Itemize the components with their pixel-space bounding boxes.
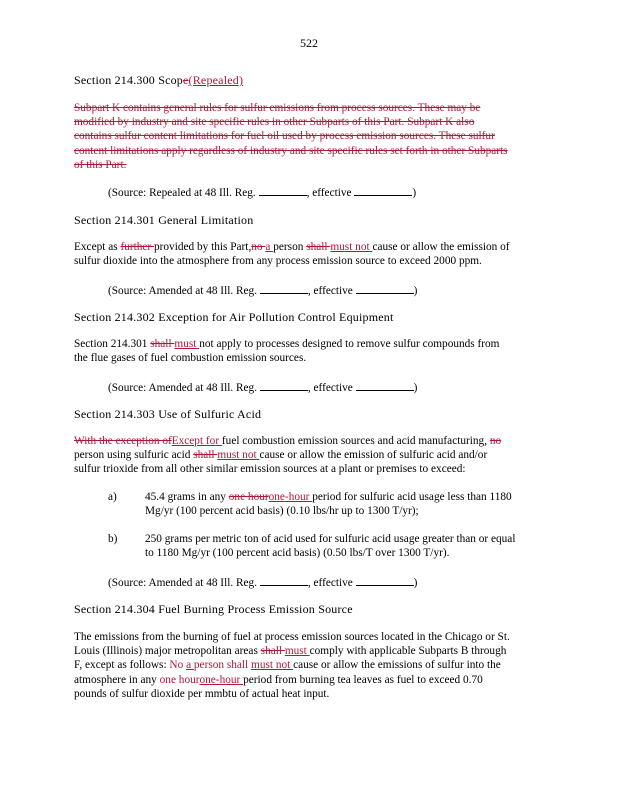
section-303-heading: Section 214.303 Use of Sulfuric Acid [74,407,262,421]
blank-line [356,283,414,294]
page-number: 522 [300,36,318,50]
section-302-heading: Section 214.302 Exception for Air Pollution Control Equipment [74,310,394,324]
inserted-text: must not [251,659,294,672]
changed-text: one hour [159,673,200,686]
text-run: fuel combustion emission sources and acid manufacturing, [221,435,490,447]
section-301-body [74,240,544,268]
inserted-text: must not [217,449,260,462]
item-a-line-2: Mg/yr (100 percent acid basis) (0.10 lbs/hr up to 1300 T/yr); [145,505,419,518]
section-300-heading-deleted: e [183,73,189,87]
section-304-line-1: The emissions from the burning of fuel at process emission sources located in the Chicago or St. [74,631,510,643]
section-302-source-note [108,380,417,394]
inserted-text: one-hour [268,491,313,503]
inserted-text: Except for [171,435,222,447]
section-304-line-4 [74,673,544,687]
section-301-line-1 [74,240,544,254]
deleted-text: no [251,241,266,253]
inserted-text: must not [330,241,373,253]
blank-line [354,185,412,196]
deleted-text: shall [260,645,285,658]
item-text [145,490,545,518]
item-b-line-2: to 1180 Mg/yr (100 percent acid basis) (0.50 lbs/T over 1300 T/yr). [145,547,450,560]
section-303-line-2 [74,448,544,462]
text-run: not apply to processes designed to remove sulfur compounds from [199,338,500,350]
blank-line [356,575,414,586]
section-300-heading [74,73,243,88]
section-302-line-1 [74,337,544,351]
item-b-line-1: 250 grams per metric ton of acid used for sulfuric acid usage greater than or equal [145,533,516,545]
item-a-line-1 [145,490,545,504]
text-run: F, except as follows: [74,659,170,672]
section-300-deleted-line-3: contains sulfur content limitations for fuel oil used by process emission sources. These sulfur [74,130,495,143]
deleted-text: no [489,435,502,447]
section-303-source-note [108,575,417,589]
text-run: provided by this Part, [154,241,252,253]
deleted-text: shall [150,338,175,350]
section-300-deleted-line-1: Subpart K contains general rules for sulfur emissions from process sources. These may be [74,102,481,114]
source-text: (Source: Amended at 48 Ill. Reg. [108,382,260,394]
inserted-text: must [174,338,200,350]
source-text: , effective [307,382,356,394]
section-300-body [74,101,544,172]
source-text: ) [413,382,418,394]
text-run: Except as [74,241,121,253]
text-run: period from burning tea leaves as fuel to exceed 0.70 [243,673,483,686]
section-300-deleted-line-5: of this Part. [74,158,127,171]
text-run: person [273,241,307,253]
blank-line [356,380,414,391]
deleted-text: one hour [228,491,269,503]
source-text: ) [413,285,418,297]
section-301-line-2: sulfur dioxide into the atmosphere from any process emission source to exceed 2000 ppm. [74,255,482,268]
changed-text: person [193,659,227,672]
text-run: 45.4 grams in any [145,491,229,503]
text-run: person using sulfuric acid [74,449,194,462]
source-text: , effective [306,187,355,199]
source-text: , effective [307,577,356,589]
text-run: comply with applicable Subparts B through [309,645,507,658]
text-run: cause or allow the emission of sulfuric acid and/or [259,449,488,462]
source-text: (Source: Amended at 48 Ill. Reg. [108,285,260,297]
text-run: period for sulfuric acid usage less than 1180 [312,491,512,503]
section-300-deleted-line-2: modified by industry and site specific rules in other Subparts of this Part. Subpart K also [74,116,475,129]
deleted-text: shall [306,241,331,253]
deleted-text: shall [193,449,218,462]
deleted-text: With the exception of [74,435,172,447]
section-300-deleted-line-4: content limitations apply regardless of industry and site specific rules set forth in other Subparts [74,144,508,157]
text-run: Louis (Illinois) major metropolitan areas [74,645,261,658]
section-304-body [74,630,544,701]
section-302-body [74,337,544,365]
blank-line [259,185,307,196]
section-304-heading: Section 214.304 Fuel Burning Process Emission Source [74,602,353,616]
section-304-line-2 [74,644,544,658]
section-303-line-1 [74,434,544,448]
source-text: (Source: Amended at 48 Ill. Reg. [108,577,260,589]
deleted-text: further [120,241,154,253]
section-303-body [74,434,544,477]
section-301-heading: Section 214.301 General Limitation [74,213,254,227]
blank-line [260,380,308,391]
source-text: (Source: Repealed at 48 Ill. Reg. [108,187,259,199]
section-304-line-5: pounds of sulfur dioxide per mmbtu of actual heat input. [74,687,330,700]
text-run: atmosphere in any [74,673,160,686]
item-label: a) [108,491,117,503]
source-text: ) [412,187,417,199]
item-text [145,532,545,560]
inserted-text: a [265,241,274,253]
section-304-line-3 [74,658,544,672]
section-300-heading-text: Section 214.300 Scop [74,73,183,87]
source-text: , effective [307,285,356,297]
section-300-heading-inserted: (Repealed) [188,73,244,87]
blank-line [260,283,308,294]
section-301-source-note [108,283,417,297]
section-303-line-3: sulfur trioxide from all other similar emission sources at a plant or premises to exceed: [74,463,466,476]
inserted-text: one-hour [199,673,244,686]
blank-line [260,575,308,586]
text-run: Section 214.301 [74,338,151,350]
source-text: ) [413,577,418,589]
item-label: b) [108,533,118,545]
changed-text: shall [226,659,252,672]
section-302-line-2: the flue gases of fuel combustion emission sources. [74,352,307,365]
changed-text: No [169,659,187,672]
inserted-text: must [284,645,310,658]
inserted-text: a [186,659,194,672]
section-300-source-note [108,185,416,199]
text-run: cause or allow the emission of [372,241,510,253]
text-run: cause or allow the emissions of sulfur into the [293,659,501,672]
